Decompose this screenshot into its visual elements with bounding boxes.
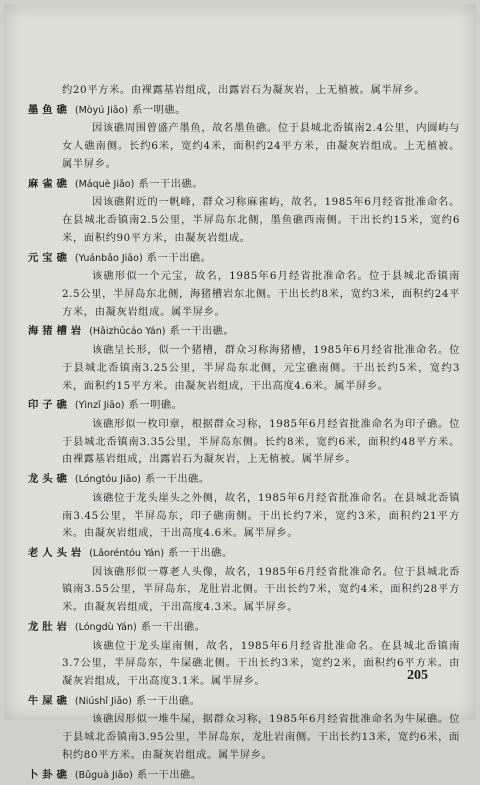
paren-close: ): [129, 769, 133, 781]
document-page: [4, 4, 476, 781]
entry-body: 该礁位于龙头崖头之外侧，故名，1985年6月经省批准命名。在县城北岙镇南3.45公里，半屏岛东，印子礁南侧。干出长约7米，宽约3米，面积约21平方米。由凝灰岩组成，干出高度4.6米。属半屏乡。: [62, 491, 460, 540]
entry-heading: [28, 618, 460, 638]
paren-open: (: [74, 104, 79, 116]
page-content: [28, 82, 460, 785]
intro-text: 约20平方米。由裸露基岩组成，出露岩石为凝灰岩，上无植被。属半屏乡。: [62, 84, 426, 96]
entry-heading: [28, 175, 460, 195]
paren-open: (: [74, 695, 79, 707]
paren-close: ): [124, 104, 129, 116]
entry-body: 因该礁形似一尊老人头像，故名，1985年6月经省批准命名。位于县城北岙镇南3.55公里，半屏岛东，龙肚岩北侧。干出长约7米，宽约4米，面积约28平方米。由凝灰岩组成，干出高度4.3米。属半屏乡。: [62, 565, 460, 614]
entry-list: [28, 101, 460, 785]
paren-open: (: [89, 548, 93, 560]
entry-term: 元宝礁: [28, 251, 71, 264]
entry-type: 系一干出礁。: [144, 473, 210, 486]
entry-term: 墨鱼礁: [28, 103, 71, 116]
entry-body: 该礁位于龙头崖南侧，故名，1985年6月经省批准命名。在县城北岙镇南3.7公里，半屏岛东，牛屎礁北侧。干出长约3米，宽约2米，面积约6平方米。由凝灰岩组成，干出高度3.1米。属半屏乡。: [62, 639, 460, 688]
entry-pinyin: Yìnzǐ Jiāo: [78, 400, 121, 412]
entry-term: 卜卦礁: [28, 768, 71, 781]
entry: [28, 249, 460, 322]
entry-body: 因该礁附近的一帆峰，群众习称麻雀屿，故名，1985年6月经省批准命名。在县城北岙镇南2.5公里，半屏岛东北侧，墨鱼礁西南侧。干出长约15米，宽约6米，面积约90平方米，由凝灰岩组成。: [62, 196, 460, 244]
entry: [28, 322, 460, 395]
entry-term: 龙肚岩: [28, 621, 71, 634]
entry-type: 系一干出礁。: [146, 251, 212, 264]
entry-term: 海猪槽岩: [28, 325, 86, 338]
paren-open: (: [74, 769, 79, 781]
entry-term: 龙头礁: [28, 473, 71, 486]
entry-pinyin: Niúshǐ Jiāo: [78, 695, 129, 707]
entry-type: 系一干出礁。: [140, 621, 206, 634]
paren-open: (: [74, 252, 79, 264]
entry-heading: [28, 692, 460, 712]
entry-heading: [28, 101, 460, 121]
entry-pinyin: Yuánbǎo Jiāo: [78, 252, 139, 264]
paren-close: ): [161, 326, 166, 338]
entry-body: 该礁形似一个元宝，故名，1985年6月经省批准命名。位于县城北岙镇南2.5公里，半屏岛东北侧，海猪槽岩东北侧。干出长约8米，宽约3米，面积约24平方米，由凝灰岩组成。属半屏乡。: [62, 270, 460, 318]
paren-close: ): [160, 548, 165, 560]
entry-body: 该礁呈长形，似一个猪槽，群众习称海猪槽，1985年6月经省批准命名。位于县城北岙镇南3.25公里，半屏岛东北侧，元宝礁南侧。干出长约5米，宽约3米，面积约15平方米。由凝灰岩组成，干出高度4.6米。属半屏乡。: [62, 343, 460, 392]
entry-type: 系一明礁。: [132, 103, 187, 116]
entry-term: 麻雀礁: [28, 177, 71, 190]
entry-heading: [28, 249, 460, 269]
entry-body: 该礁形似一枚印章，根据群众习称，1985年6月经省批准命名为印子礁。位于县城北岙镇南3.35公里，半屏岛东侧。长约8米，宽约6米，面积约48平方米。由裸露基岩组成，出露岩石为凝灰岩，上无植被。属半屏乡。: [62, 417, 460, 466]
entry-heading: [28, 322, 460, 342]
entry: [28, 101, 460, 174]
entry: [28, 766, 460, 785]
page-number: 205: [407, 668, 428, 683]
paren-open: (: [74, 622, 79, 634]
paren-open: (: [74, 178, 79, 190]
paren-close: ): [120, 400, 125, 412]
entry-pinyin: Hǎizhūcáo Yán: [92, 326, 162, 338]
entry-body: 因该礁周围曾盛产墨鱼，故名墨鱼礁。位于县城北岙镇南2.4公里，内圆屿与女人礁南侧。长约6米，宽约4米，面积约24平方米，由凝灰岩组成。上无植被。属半屏乡。: [62, 122, 460, 170]
paren-open: (: [89, 326, 93, 338]
paren-open: (: [74, 400, 79, 412]
paren-open: (: [74, 474, 79, 486]
entry: [28, 396, 460, 469]
entry: [28, 692, 460, 765]
entry-type: 系一干出礁。: [138, 177, 204, 190]
entry: [28, 175, 460, 248]
entry-type: 系一干出礁。: [136, 768, 202, 781]
paren-close: ): [133, 622, 137, 634]
paren-close: ): [130, 178, 135, 190]
entry-type: 系一干出礁。: [168, 547, 233, 560]
entry-type: 系一干出礁。: [169, 325, 235, 338]
paren-close: ): [128, 695, 132, 707]
entry-pinyin: Lóngtóu Jiāo: [78, 474, 138, 486]
entry-heading: [28, 544, 460, 564]
entry-term: 印子礁: [28, 399, 71, 412]
paren-close: ): [138, 252, 143, 264]
entry: [28, 470, 460, 543]
entry-pinyin: Bǔguà Jiāo: [78, 769, 130, 781]
entry-pinyin: Máquè Jiāo: [78, 178, 131, 190]
entry-heading: [28, 470, 460, 490]
entry-type: 系一干出礁。: [135, 694, 201, 707]
entry: [28, 618, 460, 691]
entry-heading: [28, 766, 460, 785]
entry-pinyin: Lǎoréntóu Yán: [92, 548, 161, 560]
entry-pinyin: Mòyú Jiāo: [78, 104, 125, 116]
entry-term: 老人头岩: [28, 547, 86, 560]
entry-body: 该礁因形似一堆牛屎，据群众习称，1985年6月经省批准命名为牛屎礁。位于县城北岙镇南3.95公里，半屏岛东，龙肚岩南侧。干出长约13米，宽约6米，面积约80平方米。由凝灰岩组成。属半屏乡。: [62, 713, 460, 762]
entry-pinyin: Lóngdù Yán: [78, 622, 134, 634]
entry-type: 系一明礁。: [128, 399, 183, 412]
paren-close: ): [137, 474, 141, 486]
entry: [28, 544, 460, 617]
entry-term: 牛屎礁: [28, 694, 71, 707]
entry-heading: [28, 396, 460, 416]
